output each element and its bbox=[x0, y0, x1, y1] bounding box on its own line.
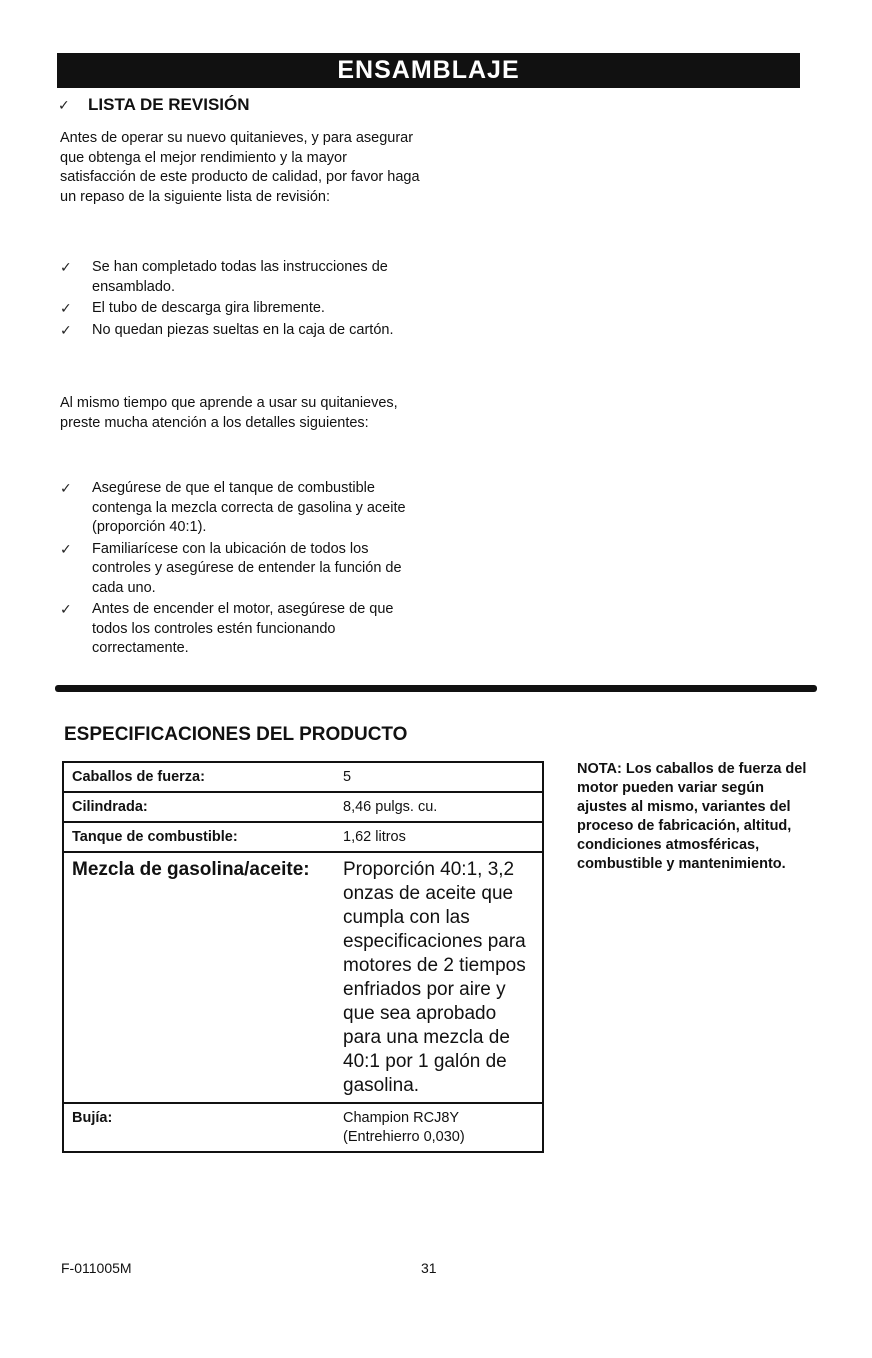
spec-value: Champion RCJ8Y (Entrehierro 0,030) bbox=[343, 1110, 465, 1145]
checkmark-icon: ✓ bbox=[58, 97, 70, 113]
list-item bbox=[60, 321, 420, 341]
checklist-heading bbox=[58, 95, 250, 115]
list-item bbox=[60, 540, 420, 599]
checkmark-icon: ✓ bbox=[60, 259, 72, 275]
checklist-list bbox=[60, 258, 420, 342]
details-intro: Al mismo tiempo que aprende a usar su quitanieves, preste mucha atención a los detalles siguientes: bbox=[60, 395, 398, 431]
list-item-text: Antes de encender el motor, asegúrese de que todos los controles estén funcionando correctamente. bbox=[92, 601, 394, 656]
table-row bbox=[63, 822, 543, 852]
document-code: F-011005M bbox=[61, 1260, 132, 1276]
table-row bbox=[63, 1103, 543, 1152]
spec-value: 1,62 litros bbox=[335, 822, 543, 852]
list-item-text: Familiarícese con la ubicación de todos los controles y asegúrese de entender la función de cada uno. bbox=[92, 540, 402, 596]
spec-value: Proporción 40:1, 3,2 onzas de aceite que cumpla con las especificaciones para motores de 2 tiempos enfriados por aire y que sea aprobado para una mezcla de 40:1 por 1 galón de gasolina. bbox=[335, 852, 543, 1103]
checklist-title: LISTA DE REVISIÓN bbox=[88, 95, 250, 114]
checkmark-icon: ✓ bbox=[60, 300, 72, 316]
table-row bbox=[63, 762, 543, 792]
section-banner: ENSAMBLAJE bbox=[57, 53, 800, 88]
list-item-text: El tubo de descarga gira libremente. bbox=[92, 300, 325, 316]
list-item-text: No quedan piezas sueltas en la caja de cartón. bbox=[92, 321, 394, 338]
table-row bbox=[63, 792, 543, 822]
list-item-text: Asegúrese de que el tanque de combustible contenga la mezcla correcta de gasolina y aceite (proporción 40:1). bbox=[92, 480, 406, 535]
spec-label: Caballos de fuerza: bbox=[63, 762, 335, 792]
list-item bbox=[60, 600, 420, 659]
checkmark-icon: ✓ bbox=[60, 480, 72, 496]
page-number: 31 bbox=[421, 1260, 437, 1276]
spec-value: 5 bbox=[335, 762, 543, 792]
checkmark-icon: ✓ bbox=[60, 321, 72, 338]
list-item bbox=[60, 299, 420, 319]
list-item bbox=[60, 258, 420, 297]
spec-value: 8,46 pulgs. cu. bbox=[335, 792, 543, 822]
specs-heading: ESPECIFICACIONES DEL PRODUCTO bbox=[64, 724, 408, 745]
specs-table bbox=[62, 761, 544, 1153]
details-list bbox=[60, 479, 420, 661]
list-item bbox=[60, 479, 420, 538]
spec-label: Bujía: bbox=[72, 1110, 113, 1126]
checkmark-icon: ✓ bbox=[60, 540, 72, 557]
specs-note: NOTA: Los caballos de fuerza del motor pueden variar según ajustes al mismo, variantes del proceso de fabricación, altitud, condiciones atmosféricas, combustible y mantenimiento. bbox=[577, 761, 807, 872]
list-item-text: Se han completado todas las instrucciones de ensamblado. bbox=[92, 259, 388, 295]
section-divider bbox=[55, 685, 817, 692]
table-row bbox=[63, 852, 543, 1103]
spec-label: Cilindrada: bbox=[63, 792, 335, 822]
checkmark-icon: ✓ bbox=[60, 601, 72, 617]
spec-label: Mezcla de gasolina/aceite: bbox=[63, 852, 335, 1103]
checklist-intro: Antes de operar su nuevo quitanieves, y para asegurar que obtenga el mejor rendimiento y la mayor satisfacción de este producto de calidad, por favor haga un repaso de la siguiente lista de revisión: bbox=[60, 130, 420, 205]
spec-label: Tanque de combustible: bbox=[63, 822, 335, 852]
